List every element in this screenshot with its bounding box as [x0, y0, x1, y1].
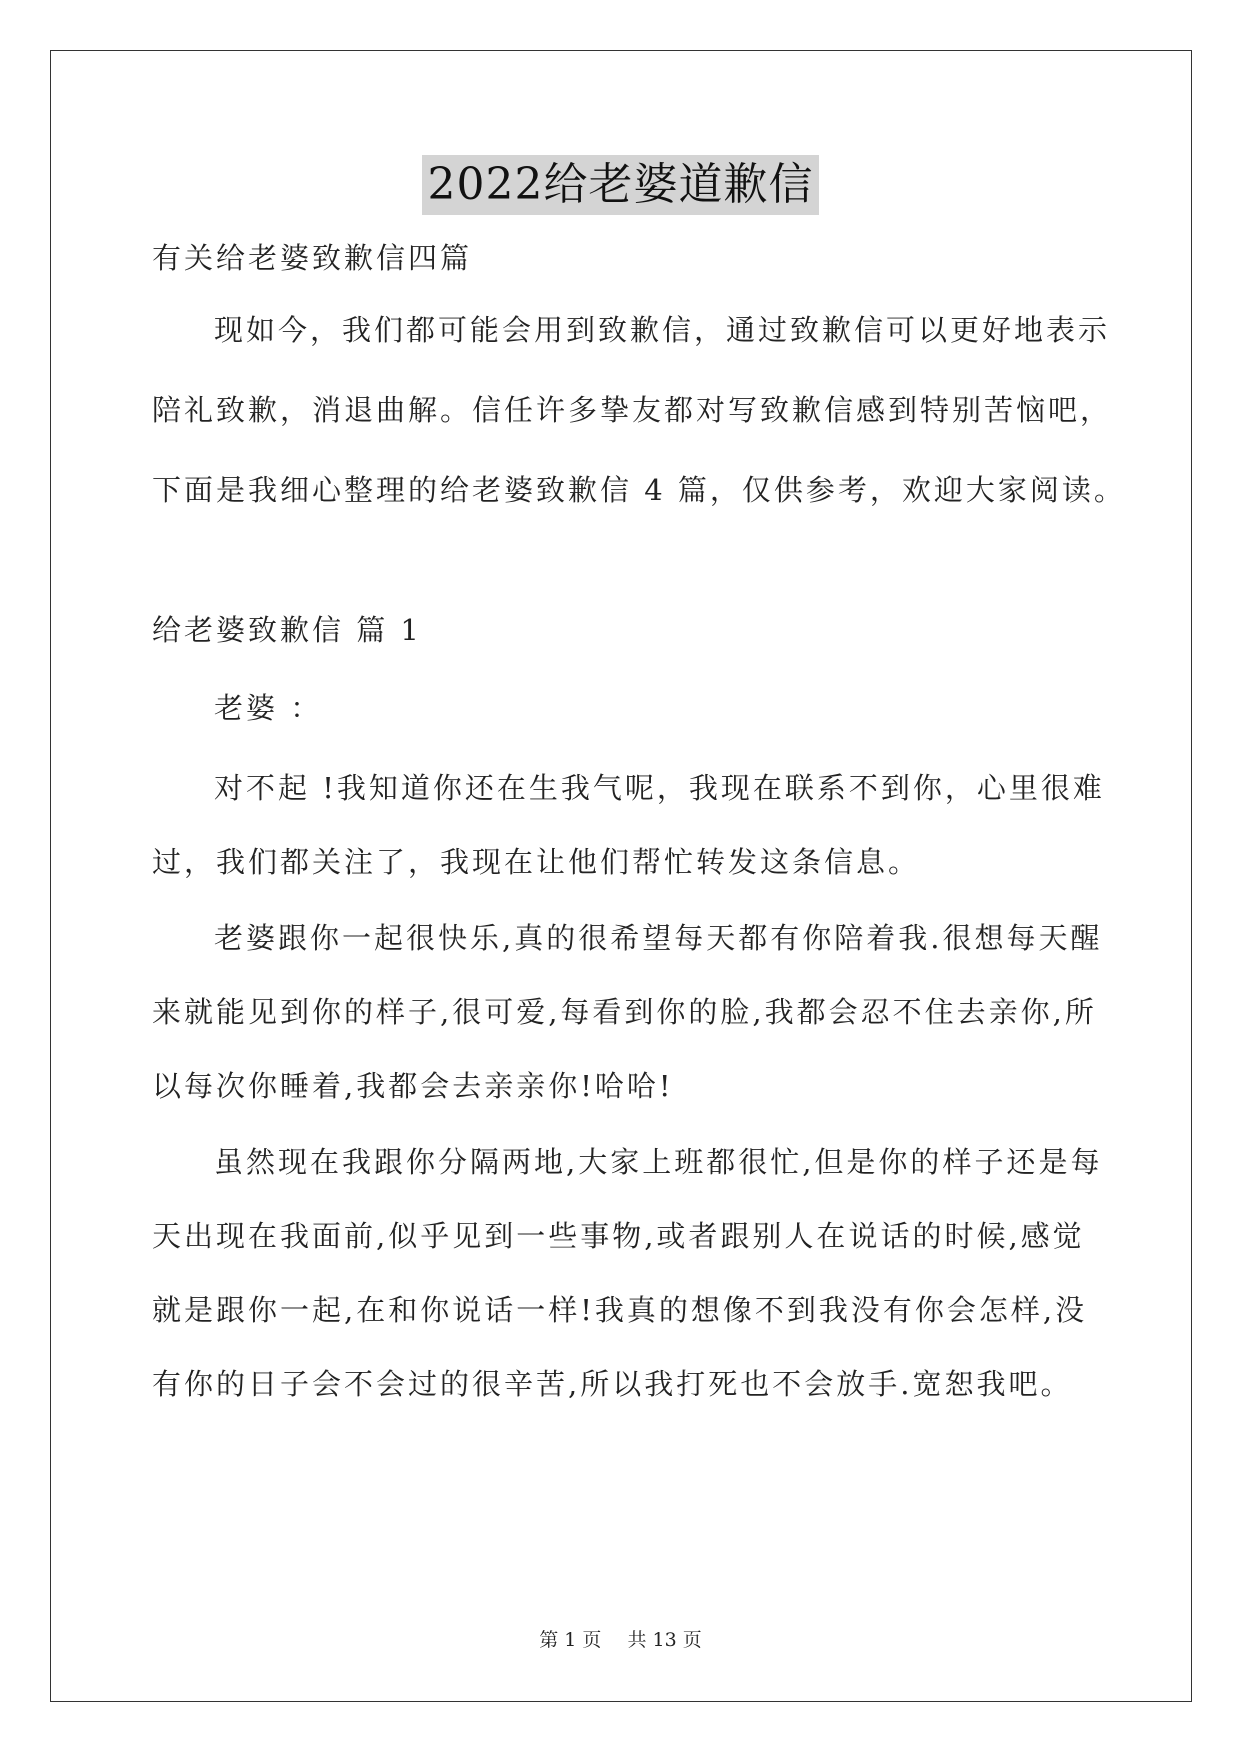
intro-line: 下面是我细心整理的给老婆致歉信 4 篇，仅供参考，欢迎大家阅读。: [152, 473, 1126, 507]
section-heading: 给老婆致歉信 篇 1: [152, 613, 422, 647]
paragraph-line: 老婆跟你一起很快乐,真的很希望每天都有你陪着我.很想每天醒: [214, 921, 1103, 955]
paragraph-line: 就是跟你一起,在和你说话一样!我真的想像不到我没有你会怎样,没: [152, 1293, 1088, 1327]
document-subtitle: 有关给老婆致歉信四篇: [152, 241, 473, 275]
page-total: 共 13 页: [627, 1629, 702, 1651]
paragraph-line: 对不起 !我知道你还在生我气呢，我现在联系不到你，心里很难: [214, 771, 1105, 805]
document-title: 2022给老婆道歉信: [422, 155, 820, 215]
page-number: 第 1 页: [539, 1629, 602, 1651]
page-footer: [0, 1628, 1241, 1652]
paragraph-line: 来就能见到你的样子,很可爱,每看到你的脸,我都会忍不住去亲你,所: [152, 995, 1097, 1029]
salutation: 老婆 ：: [214, 691, 323, 725]
paragraph-line: 虽然现在我跟你分隔两地,大家上班都很忙,但是你的样子还是每: [214, 1145, 1103, 1179]
intro-line: 现如今，我们都可能会用到致歉信，通过致歉信可以更好地表示: [214, 313, 1111, 347]
paragraph-line: 过，我们都关注了，我现在让他们帮忙转发这条信息。: [152, 845, 921, 879]
paragraph-line: 有你的日子会不会过的很辛苦,所以我打死也不会放手.宽恕我吧。: [152, 1367, 1073, 1401]
intro-line: 陪礼致歉，消退曲解。信任许多挚友都对写致歉信感到特别苦恼吧，: [152, 393, 1113, 427]
paragraph-line: 以每次你睡着,我都会去亲亲你!哈哈!: [152, 1069, 674, 1103]
paragraph-line: 天出现在我面前,似乎见到一些事物,或者跟别人在说话的时候,感觉: [152, 1219, 1085, 1253]
title-container: [0, 155, 1241, 215]
